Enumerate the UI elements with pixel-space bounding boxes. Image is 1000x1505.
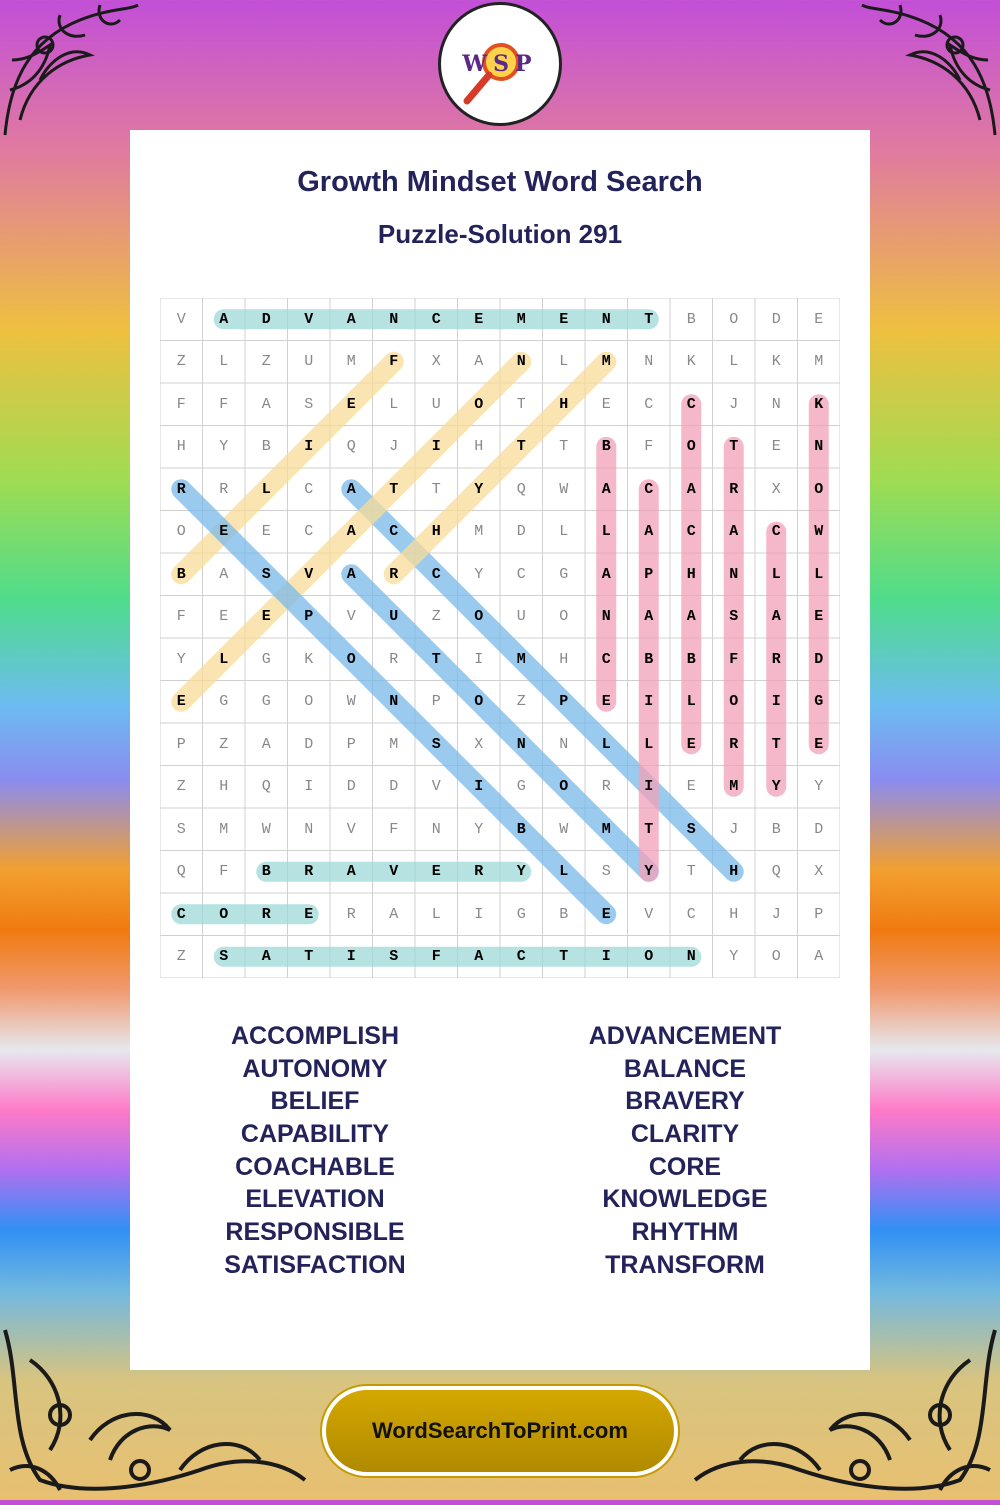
grid-cell[interactable]: N [729,565,739,583]
grid-cell[interactable]: Y [474,565,484,583]
grid-cell[interactable]: O [304,693,314,711]
grid-cell[interactable]: Z [261,353,271,371]
word-list-item: SATISFACTION [224,1250,406,1279]
word-list-item: BRAVERY [625,1087,745,1116]
grid-cell[interactable]: R [729,735,739,753]
grid-cell[interactable]: R [176,480,186,498]
grid-cell[interactable]: F [644,438,654,456]
grid-cell[interactable]: V [644,905,654,923]
grid-cell[interactable]: E [686,735,696,753]
grid-cell[interactable]: V [389,863,399,881]
grid-cell[interactable]: L [686,693,696,711]
grid-cell[interactable]: T [431,650,441,668]
grid-cell[interactable]: F [176,608,186,626]
grid-cell[interactable]: F [389,820,399,838]
grid-cell[interactable]: I [474,650,484,668]
grid-cell[interactable]: A [601,480,611,498]
letter-grid [160,298,840,978]
grid-cell[interactable]: M [346,353,356,371]
ornament-top-left-icon [0,0,140,140]
grid-cell[interactable]: Y [474,480,484,498]
grid-cell[interactable]: E [219,523,229,541]
website-button[interactable] [322,1386,678,1476]
grid-cell[interactable]: G [219,693,229,711]
grid-cell[interactable]: R [474,863,484,881]
grid-cell[interactable]: D [304,735,314,753]
grid-cell[interactable]: P [814,905,824,923]
grid-cell[interactable]: W [261,820,271,838]
grid-cell[interactable]: X [474,735,484,753]
grid-cell[interactable]: A [686,480,696,498]
grid-cell[interactable]: S [219,948,229,966]
grid-cell[interactable]: I [431,438,441,456]
grid-cell[interactable]: T [304,948,314,966]
grid-cell[interactable]: B [261,438,271,456]
grid-cell[interactable]: L [601,523,611,541]
grid-cell[interactable]: C [644,395,654,413]
grid-cell[interactable]: B [771,820,781,838]
grid-cell[interactable]: L [771,565,781,583]
word-list-item: CORE [648,1152,722,1181]
word-list-item: CLARITY [630,1120,740,1149]
grid-cell[interactable]: R [729,480,739,498]
grid-cell[interactable]: V [176,310,186,328]
grid-cell[interactable]: R [346,905,356,923]
grid-cell[interactable]: C [431,310,441,328]
grid-cell[interactable]: N [771,395,781,413]
grid-cell[interactable]: S [686,820,696,838]
grid-cell[interactable]: R [389,565,399,583]
grid-cell[interactable]: T [559,948,569,966]
grid-cell[interactable]: E [814,310,824,328]
grid-cell[interactable]: C [686,523,696,541]
grid-cell[interactable]: M [601,353,611,371]
word-list-right [500,1020,870,1282]
grid-cell[interactable]: M [516,650,526,668]
grid-cell[interactable]: D [771,310,781,328]
grid-cell[interactable]: J [729,395,739,413]
grid-cell[interactable]: K [686,353,696,371]
grid-cell[interactable]: Y [516,863,526,881]
grid-cell[interactable]: V [304,310,314,328]
grid-cell[interactable]: N [389,310,399,328]
grid-cell[interactable]: H [474,438,484,456]
grid-cell[interactable]: L [389,395,399,413]
grid-cell[interactable]: N [389,693,399,711]
grid-cell[interactable]: G [261,693,271,711]
grid-cell[interactable]: N [601,310,611,328]
grid-cell[interactable]: J [771,905,781,923]
grid-cell[interactable]: O [474,395,484,413]
grid-cell[interactable]: C [686,905,696,923]
grid-cell[interactable]: G [559,565,569,583]
grid-cell[interactable]: C [644,480,654,498]
word-list-item: TRANSFORM [605,1250,765,1279]
grid-cell[interactable]: O [771,948,781,966]
grid-cell[interactable]: R [389,650,399,668]
grid-cell[interactable]: E [474,310,484,328]
grid-cell[interactable]: N [431,820,441,838]
word-list-item: RESPONSIBLE [225,1218,405,1247]
grid-cell[interactable]: A [346,523,356,541]
grid-cell[interactable]: A [261,395,271,413]
grid-cell[interactable]: H [729,905,739,923]
grid-cell[interactable]: O [219,905,229,923]
grid-cell[interactable]: T [389,480,399,498]
grid-cell[interactable]: T [431,480,441,498]
grid-cell[interactable]: A [474,353,484,371]
grid-cell[interactable]: E [814,735,824,753]
grid-cell[interactable]: I [346,948,356,966]
page-title: Growth Mindset Word Search [297,166,703,198]
grid-cell[interactable]: M [474,523,484,541]
grid-cell[interactable]: R [771,650,781,668]
grid-cell[interactable]: E [219,608,229,626]
page-subtitle: Puzzle-Solution 291 [377,219,623,249]
grid-cell[interactable]: A [644,608,654,626]
grid-cell[interactable]: A [261,735,271,753]
grid-cell[interactable]: N [686,948,696,966]
grid-cell[interactable]: N [644,353,654,371]
grid-cell[interactable]: P [559,693,569,711]
grid-cell[interactable]: T [516,395,526,413]
grid-cell[interactable]: T [644,820,654,838]
grid-cell[interactable]: Q [346,438,356,456]
grid-cell[interactable]: P [644,565,654,583]
grid-cell[interactable]: L [729,353,739,371]
grid-cell[interactable]: B [261,863,271,881]
grid-cell[interactable]: A [346,310,356,328]
grid-cell[interactable]: D [261,310,271,328]
grid-cell[interactable]: E [559,310,569,328]
grid-cell[interactable]: I [474,778,484,796]
grid-cell[interactable]: I [601,948,611,966]
grid-cell[interactable]: L [559,353,569,371]
grid-cell[interactable]: V [304,565,314,583]
grid-cell[interactable]: L [559,863,569,881]
grid-cell[interactable]: V [431,778,441,796]
grid-cell[interactable]: S [176,820,186,838]
grid-cell[interactable]: N [516,735,526,753]
grid-cell[interactable]: Y [771,778,781,796]
grid-cell[interactable]: Z [516,693,526,711]
grid-cell[interactable]: I [644,693,654,711]
word-list-item: COACHABLE [235,1152,395,1181]
puzzle-panel [130,130,870,1370]
grid-cell[interactable]: M [516,310,526,328]
grid-cell[interactable]: I [304,778,314,796]
grid-cell[interactable]: L [644,735,654,753]
grid-cell[interactable]: H [686,565,696,583]
grid-cell[interactable]: Q [261,778,271,796]
grid-cell[interactable]: H [219,778,229,796]
grid-cell[interactable]: N [814,438,824,456]
grid-cell[interactable]: S [261,565,271,583]
grid-cell[interactable]: I [771,693,781,711]
grid-cell[interactable]: L [261,480,271,498]
grid-cell[interactable]: M [729,778,739,796]
grid-cell[interactable]: G [261,650,271,668]
grid-cell[interactable]: P [431,693,441,711]
grid-cell[interactable]: W [346,693,356,711]
grid-cell[interactable]: U [304,353,314,371]
grid-cell[interactable]: D [346,778,356,796]
grid-cell[interactable]: Z [431,608,441,626]
grid-cell[interactable]: T [644,310,654,328]
grid-cell[interactable]: X [771,480,781,498]
grid-cell[interactable]: E [431,863,441,881]
grid-cell[interactable]: A [346,480,356,498]
grid-cell[interactable]: B [601,438,611,456]
grid-cell[interactable]: A [219,565,229,583]
grid-cell[interactable]: C [304,480,314,498]
grid-cell[interactable]: Z [176,353,186,371]
grid-cell[interactable]: E [346,395,356,413]
grid-cell[interactable]: G [814,693,824,711]
grid-cell[interactable]: R [219,480,229,498]
grid-cell[interactable]: T [559,438,569,456]
grid-cell[interactable]: E [601,395,611,413]
grid-cell[interactable]: W [559,480,569,498]
grid-cell[interactable]: O [814,480,824,498]
grid-cell[interactable]: S [729,608,739,626]
grid-cell[interactable]: T [771,735,781,753]
grid-cell[interactable]: A [389,905,399,923]
grid-cell[interactable]: E [304,905,314,923]
grid-cell[interactable]: R [601,778,611,796]
grid-cell[interactable]: A [474,948,484,966]
grid-cell[interactable]: F [219,395,229,413]
grid-cell[interactable]: G [516,778,526,796]
grid-cell[interactable]: N [516,353,526,371]
grid-cell[interactable]: B [176,565,186,583]
word-list-item: BALANCE [623,1054,747,1083]
grid-cell[interactable]: A [261,948,271,966]
grid-cell[interactable]: I [644,778,654,796]
grid-cell[interactable]: S [389,948,399,966]
grid-cell[interactable]: A [729,523,739,541]
grid-cell[interactable]: N [559,735,569,753]
grid-cell[interactable]: C [516,565,526,583]
grid-cell[interactable]: O [729,693,739,711]
word-list-item: ADVANCEMENT [588,1022,782,1050]
grid-cell[interactable]: D [814,650,824,668]
grid-cell[interactable]: E [814,608,824,626]
grid-cell[interactable]: I [474,905,484,923]
grid-cell[interactable]: E [261,523,271,541]
grid-cell[interactable]: A [644,523,654,541]
grid-cell[interactable]: O [176,523,186,541]
grid-cell[interactable]: C [686,395,696,413]
grid-cell[interactable]: N [601,608,611,626]
grid-cell[interactable]: M [814,353,824,371]
grid-cell[interactable]: A [346,863,356,881]
grid-cell[interactable]: A [814,948,824,966]
grid-cell[interactable]: C [771,523,781,541]
grid-cell[interactable]: C [304,523,314,541]
grid-cell[interactable]: O [474,693,484,711]
grid-cell[interactable]: H [729,863,739,881]
grid-cell[interactable]: U [431,395,441,413]
grid-cell[interactable]: A [346,565,356,583]
word-list-item: KNOWLEDGE [602,1185,768,1214]
grid-cell[interactable]: Y [644,863,654,881]
grid-cell[interactable]: L [219,650,229,668]
grid-cell[interactable]: A [219,310,229,328]
grid-cell[interactable]: C [601,650,611,668]
grid-cell[interactable]: L [431,905,441,923]
grid-cell[interactable]: M [219,820,229,838]
grid-cell[interactable]: A [771,608,781,626]
grid-cell[interactable]: B [559,905,569,923]
grid-cell[interactable]: B [686,650,696,668]
grid-cell[interactable]: F [176,395,186,413]
grid-cell[interactable]: O [644,948,654,966]
grid-cell[interactable]: Y [729,948,739,966]
grid-cell[interactable]: D [516,523,526,541]
grid-cell[interactable]: Z [219,735,229,753]
grid-cell[interactable]: J [389,438,399,456]
grid-cell[interactable]: X [431,353,441,371]
grid-cell[interactable]: A [686,608,696,626]
grid-cell[interactable]: U [516,608,526,626]
grid-cell[interactable]: N [304,820,314,838]
grid-cell[interactable]: R [304,863,314,881]
grid-cell[interactable]: D [814,820,824,838]
grid-cell[interactable]: P [346,735,356,753]
grid-cell[interactable]: G [516,905,526,923]
grid-cell[interactable]: M [389,735,399,753]
grid-cell[interactable]: D [389,778,399,796]
grid-cell[interactable]: V [346,608,356,626]
grid-cell[interactable]: M [601,820,611,838]
grid-cell[interactable]: E [686,778,696,796]
word-list-item: BELIEF [270,1087,360,1116]
grid-cell[interactable]: O [729,310,739,328]
word-list-left [130,1020,500,1282]
grid-cell[interactable]: L [814,565,824,583]
grid-cell[interactable]: E [176,693,186,711]
grid-cell[interactable]: O [559,608,569,626]
grid-cell[interactable]: Y [176,650,186,668]
grid-cell[interactable]: P [176,735,186,753]
grid-cell[interactable]: U [389,608,399,626]
logo-text: WSP [462,51,538,77]
grid-cell[interactable]: T [516,438,526,456]
grid-cell[interactable]: V [346,820,356,838]
grid-cell[interactable]: Z [176,948,186,966]
grid-cell[interactable]: H [559,395,569,413]
grid-cell[interactable]: C [516,948,526,966]
grid-cell[interactable]: O [346,650,356,668]
grid-cell[interactable]: W [814,523,824,541]
grid-cell[interactable]: F [431,948,441,966]
grid-cell[interactable]: C [389,523,399,541]
grid-cell[interactable]: O [686,438,696,456]
grid-cell[interactable]: F [389,353,399,371]
grid-cell[interactable]: T [729,438,739,456]
grid-cell[interactable]: K [771,353,781,371]
grid-cell[interactable]: J [729,820,739,838]
grid-cell[interactable]: B [516,820,526,838]
wsp-logo[interactable] [438,2,562,126]
grid-cell[interactable]: E [601,905,611,923]
grid-cell[interactable]: Z [176,778,186,796]
grid-cell[interactable]: Q [771,863,781,881]
word-list-item: ACCOMPLISH [230,1022,400,1050]
ornament-top-right-icon [860,0,1000,140]
grid-cell[interactable]: S [601,863,611,881]
grid-cell[interactable]: K [814,395,824,413]
grid-cell[interactable]: Y [474,820,484,838]
grid-cell[interactable]: Q [176,863,186,881]
grid-cell[interactable]: R [261,905,271,923]
website-label: WordSearchToPrint.com [372,1418,628,1443]
grid-cell[interactable]: B [686,310,696,328]
grid-cell[interactable]: H [559,650,569,668]
grid-cell[interactable]: F [219,863,229,881]
grid-cell[interactable]: E [261,608,271,626]
grid-cell[interactable]: E [771,438,781,456]
grid-cell[interactable]: E [601,693,611,711]
grid-cell[interactable]: T [686,863,696,881]
grid-cell[interactable]: H [431,523,441,541]
grid-cell[interactable]: Y [219,438,229,456]
word-list-item: AUTONOMY [242,1054,388,1083]
grid-cell[interactable]: H [176,438,186,456]
grid-cell[interactable]: L [219,353,229,371]
grid-cell[interactable]: A [601,565,611,583]
grid-cell[interactable]: L [601,735,611,753]
word-list-item: CAPABILITY [240,1120,390,1149]
grid-cell[interactable]: P [304,608,314,626]
grid-cell[interactable]: I [304,438,314,456]
grid-cell[interactable]: Y [814,778,824,796]
grid-cell[interactable]: B [644,650,654,668]
word-list-item: ELEVATION [245,1185,385,1214]
grid-cell[interactable]: S [304,395,314,413]
grid-cell[interactable]: F [729,650,739,668]
grid-cell[interactable]: W [559,820,569,838]
grid-cell[interactable]: C [431,565,441,583]
grid-cell[interactable]: Q [516,480,526,498]
grid-cell[interactable]: O [559,778,569,796]
grid-cell[interactable]: C [176,905,186,923]
grid-cell[interactable]: S [431,735,441,753]
grid-cell[interactable]: O [474,608,484,626]
grid-cell[interactable]: K [304,650,314,668]
word-list-item: RHYTHM [631,1218,739,1247]
grid-cell[interactable]: L [559,523,569,541]
grid-cell[interactable]: X [814,863,824,881]
